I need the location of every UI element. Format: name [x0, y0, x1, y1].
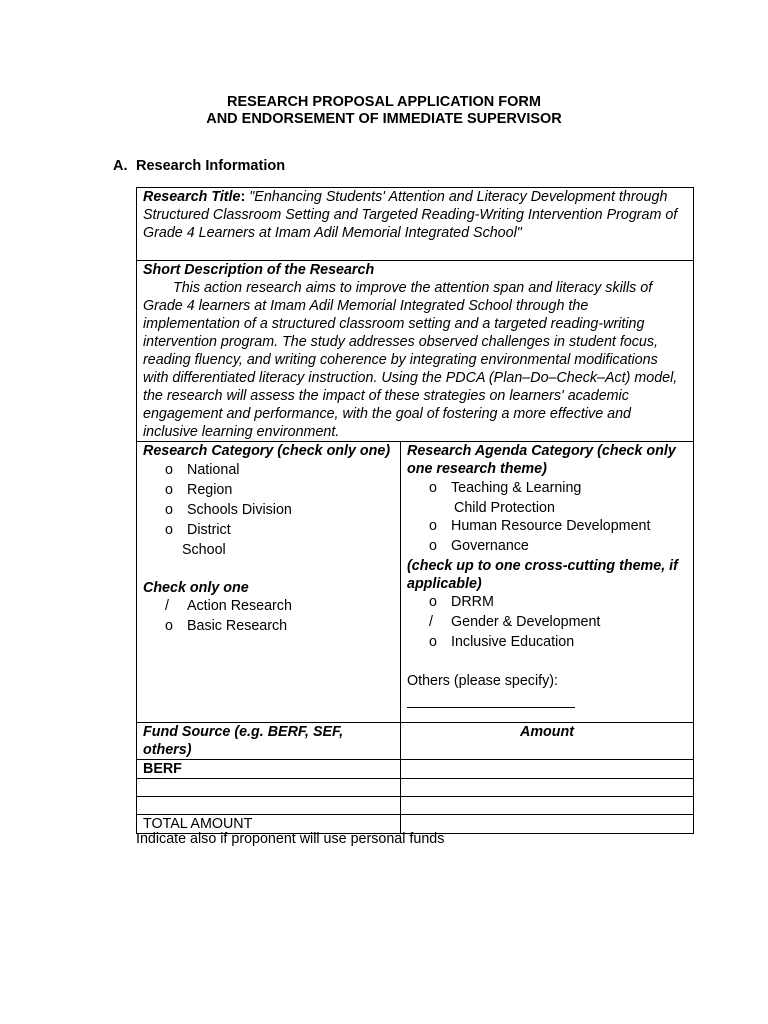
- option-label: Human Resource Development: [451, 518, 651, 534]
- others-blank-line[interactable]: [407, 691, 575, 708]
- personal-funds-note: Indicate also if proponent will use personal funds: [136, 831, 445, 847]
- fund-source-cell[interactable]: [137, 797, 401, 815]
- option-label: National: [187, 462, 240, 478]
- research-title-cell[interactable]: [137, 188, 694, 261]
- category-option-district[interactable]: [143, 521, 394, 541]
- option-label: Gender & Development: [451, 614, 601, 630]
- description-cell[interactable]: [137, 261, 694, 442]
- checkbox-mark: o: [429, 518, 437, 534]
- option-label: Region: [187, 482, 233, 498]
- amount-cell[interactable]: [401, 779, 694, 797]
- research-type-options: [143, 597, 394, 637]
- agenda-option-governance[interactable]: [407, 537, 687, 557]
- cross-cutting-options: [407, 593, 687, 653]
- fund-source-cell[interactable]: BERF: [137, 760, 401, 779]
- description-row: [137, 261, 694, 442]
- research-category-options: [143, 461, 394, 561]
- amount-header: Amount: [401, 723, 694, 760]
- description-text: This action research aims to improve the attention span and literacy skills of Grade 4 learners at Imam Adil Memorial Integrated School through the implementation of a structured classroom setting and a targeted reading-writing intervention program. The study addresses observed challenges in student focus, reading fluency, and writing coherence by integrating environmental modifications with differentiated literacy instruction. Using the PDCA (Plan–Do–Check–Act) model, the research will assess the impact of these strategies on learners' academic engagement and performance, with the goal of fostering a more effective and inclusive learning environment.: [143, 280, 678, 440]
- option-label: District: [187, 522, 231, 538]
- category-option-national[interactable]: [143, 461, 394, 481]
- cross-option-drrm[interactable]: [407, 593, 687, 613]
- fund-source-header: Fund Source (e.g. BERF, SEF, others): [137, 723, 401, 760]
- fund-source-cell[interactable]: [137, 779, 401, 797]
- others-label: Others (please specify):: [407, 673, 558, 689]
- checkbox-mark: o: [429, 538, 437, 554]
- fund-row: [137, 760, 694, 779]
- option-label: Action Research: [187, 598, 292, 614]
- section-heading: [113, 158, 285, 174]
- checkbox-mark: /: [165, 598, 169, 614]
- option-label: DRRM: [451, 594, 494, 610]
- form-title: [0, 94, 768, 128]
- option-label: Teaching & Learning: [451, 480, 582, 496]
- checkbox-mark: o: [429, 480, 437, 496]
- cross-option-inclusive-education[interactable]: [407, 633, 687, 653]
- option-label: Inclusive Education: [451, 634, 575, 650]
- research-information-table: [136, 187, 694, 834]
- checkbox-mark: o: [165, 482, 173, 498]
- research-type-label: Check only one: [143, 580, 249, 596]
- checkbox-mark: o: [165, 522, 173, 538]
- description-label: Short Description of the Research: [143, 262, 375, 278]
- agenda-option-child-protection: Child Protection: [454, 500, 555, 516]
- agenda-option-teaching-learning[interactable]: [407, 479, 687, 499]
- cross-cutting-label: (check up to one cross-cutting theme, if applicable): [407, 558, 678, 592]
- amount-cell[interactable]: [401, 797, 694, 815]
- section-letter: A.: [113, 158, 128, 174]
- checkbox-mark: o: [165, 618, 173, 634]
- total-amount-label: TOTAL AMOUNT: [137, 815, 401, 834]
- agenda-option-human-resource[interactable]: [407, 517, 687, 537]
- research-agenda-options: [407, 479, 687, 557]
- checkbox-mark: o: [165, 502, 173, 518]
- type-option-basic-research[interactable]: [143, 617, 394, 637]
- fund-header-row: [137, 723, 694, 760]
- checkbox-mark: o: [429, 634, 437, 650]
- checkbox-mark: o: [165, 462, 173, 478]
- category-row: [137, 442, 694, 723]
- form-title-line-1: RESEARCH PROPOSAL APPLICATION FORM: [227, 94, 541, 110]
- option-label: Schools Division: [187, 502, 292, 518]
- fund-row: [137, 797, 694, 815]
- checkbox-mark: /: [429, 614, 433, 630]
- research-title-colon: :: [240, 189, 246, 205]
- option-label: Basic Research: [187, 618, 288, 634]
- option-label: Governance: [451, 538, 529, 554]
- research-agenda-label: Research Agenda Category (check only one research theme): [407, 443, 676, 477]
- category-option-schools-division[interactable]: [143, 501, 394, 521]
- research-category-label: Research Category (check only one): [143, 443, 391, 459]
- category-option-school: School: [182, 542, 226, 558]
- cross-option-gender-development[interactable]: [407, 613, 687, 633]
- category-option-region[interactable]: [143, 481, 394, 501]
- others-field[interactable]: [407, 690, 687, 708]
- research-agenda-cell: [401, 442, 694, 723]
- research-category-cell: [137, 442, 401, 723]
- total-amount-cell[interactable]: [401, 815, 694, 834]
- research-title-row: [137, 188, 694, 261]
- form-title-line-2: AND ENDORSEMENT OF IMMEDIATE SUPERVISOR: [206, 111, 562, 127]
- section-label: Research Information: [136, 158, 286, 174]
- fund-row: [137, 779, 694, 797]
- amount-cell[interactable]: [401, 760, 694, 779]
- research-title-label: Research Title: [143, 189, 241, 205]
- type-option-action-research[interactable]: [143, 597, 394, 617]
- checkbox-mark: o: [429, 594, 437, 610]
- research-title-value: "Enhancing Students' Attention and Literacy Development through Structured Classroom Setting and Targeted Reading-Writing Intervention Program of Grade 4 Learners at Imam Adil Memorial Integrated School": [143, 189, 678, 241]
